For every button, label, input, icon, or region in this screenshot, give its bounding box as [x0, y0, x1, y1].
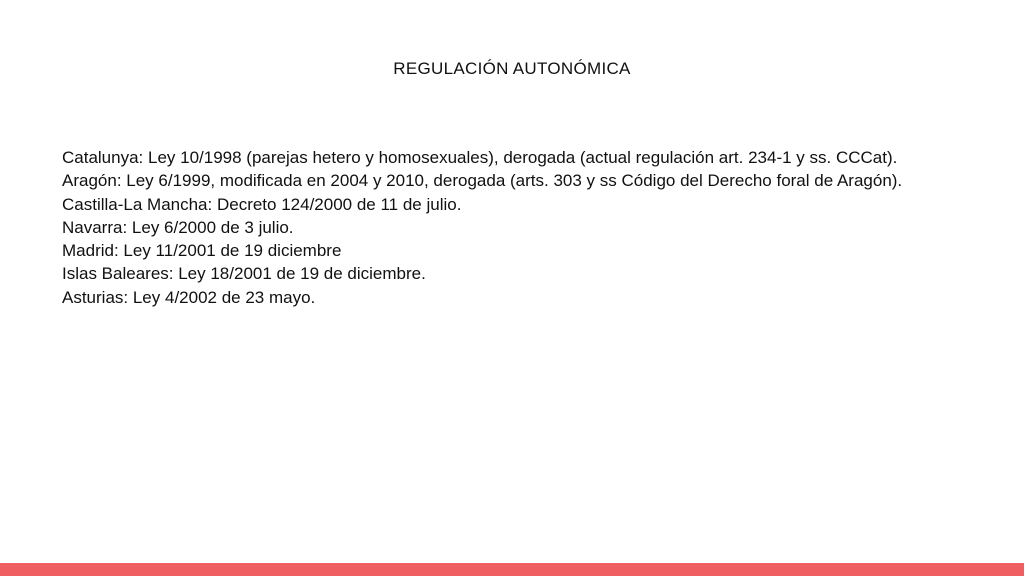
list-item-catalunya: Catalunya: Ley 10/1998 (parejas hetero y homosexuales), derogada (actual regulación art. 234-1 y ss. CCCat).: [62, 148, 898, 167]
list-item-madrid: Madrid: Ley 11/2001 de 19 diciembre: [62, 241, 342, 261]
slide-title: REGULACIÓN AUTONÓMICA: [393, 59, 631, 78]
list-item-asturias: Asturias: Ley 4/2002 de 23 mayo.: [62, 287, 316, 307]
list-item-aragon: Aragón: Ley 6/1999, modificada en 2004 y 2010, derogada (arts. 303 y ss Código del Derecho foral de Aragón).: [62, 171, 903, 191]
list-item-navarra: Navarra: Ley 6/2000 de 3 julio.: [62, 217, 294, 237]
slide-body: [62, 146, 967, 309]
footer-accent-bar: [0, 563, 1024, 576]
list-item-castilla-la-mancha: Castilla-La Mancha: Decreto 124/2000 de 11 de julio.: [62, 194, 462, 214]
list-item-islas-baleares: Islas Baleares: Ley 18/2001 de 19 de diciembre.: [62, 264, 426, 284]
